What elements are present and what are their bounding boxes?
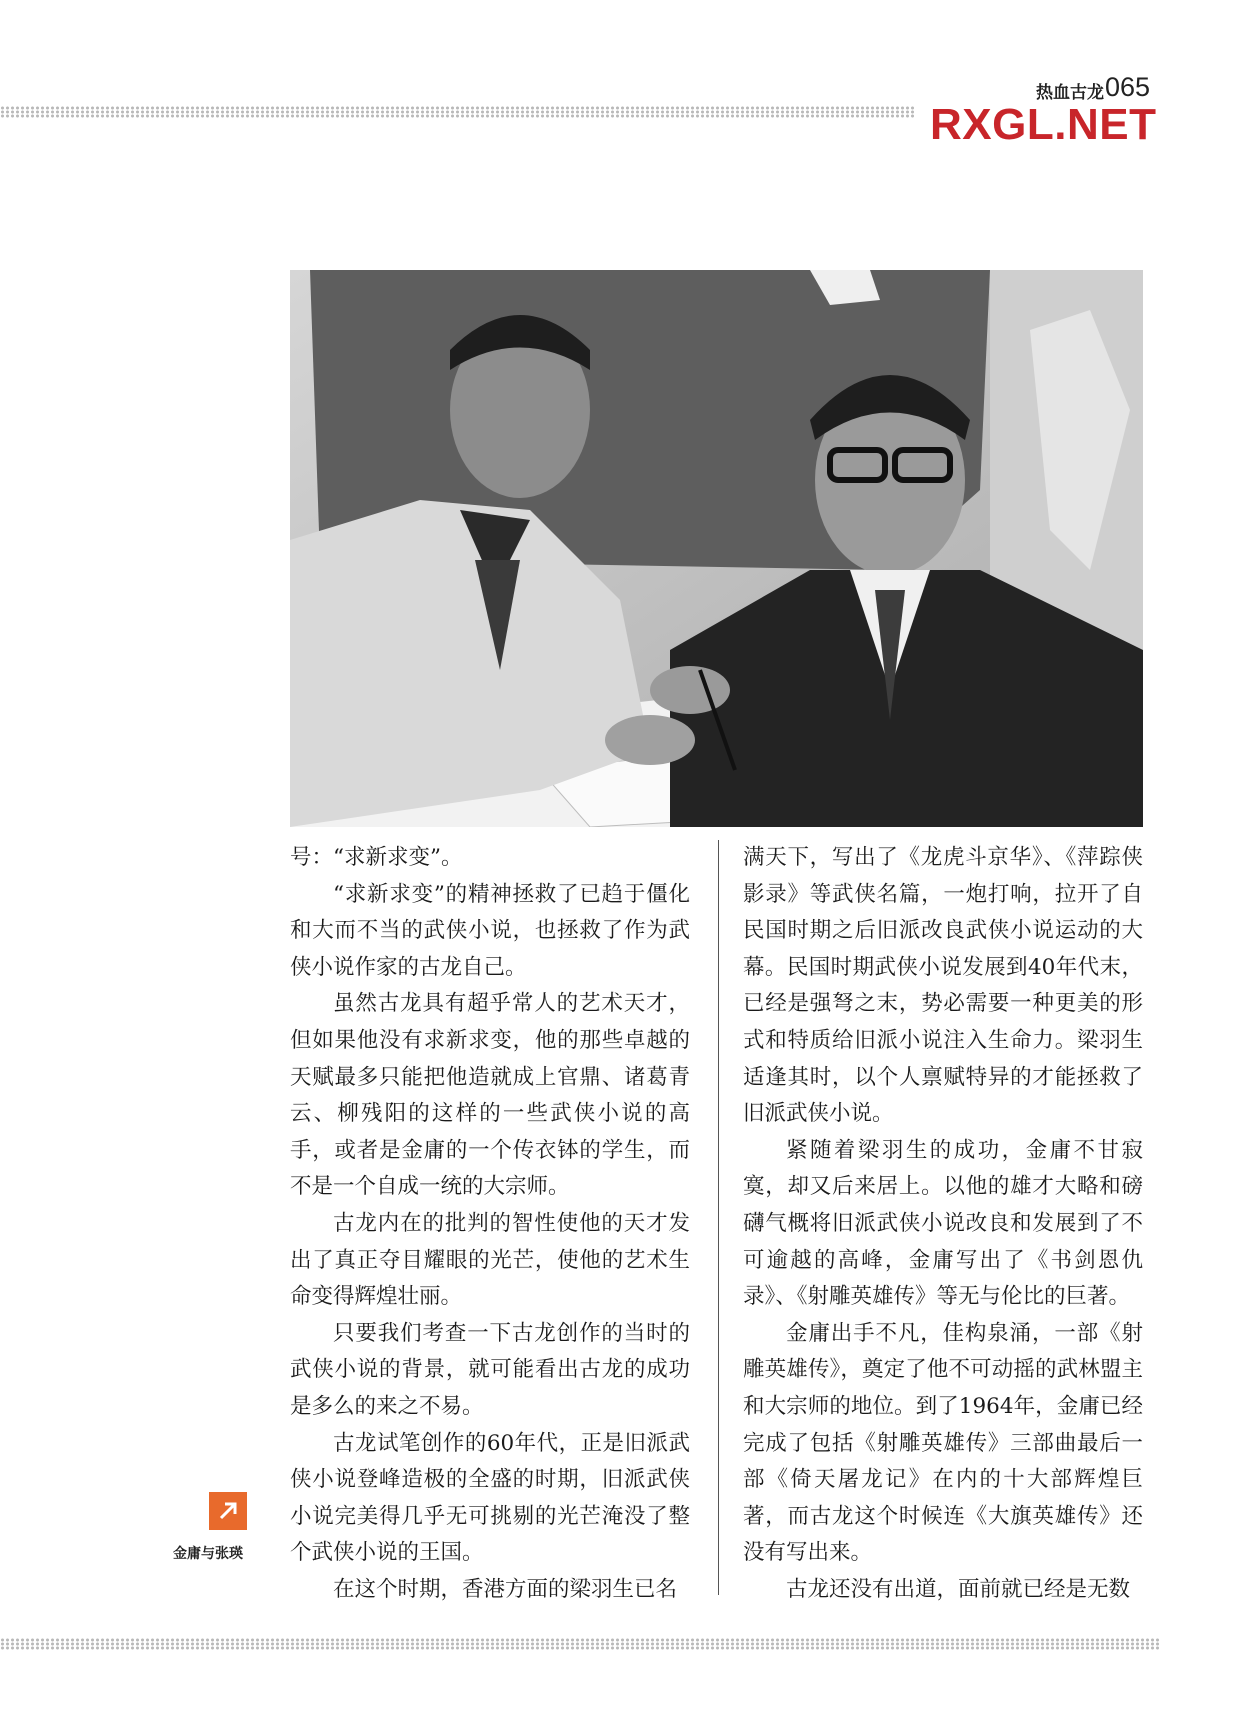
paragraph: 金庸出手不凡，佳构泉涌，一部《射雕英雄传》，奠定了他不可动摇的武林盟主和大宗师的地位。到了1964年，金庸已经完成了包括《射雕英雄传》三部曲最后一部《倚天屠龙记》在内的十大部辉煌巨著，而古龙这个时候连《大旗英雄传》还没有写出来。 (743, 1320, 1143, 1566)
paragraph: 虽然古龙具有超乎常人的艺术天才，但如果他没有求新求变，他的那些卓越的天赋最多只能把他造就成上官鼎、诸葛青云、柳残阳的这样的一些武侠小说的高手，或者是金庸的一个传衣钵的学生，而不是一个自成一统的大宗师。 (290, 991, 690, 1200)
black-and-white-photo (290, 270, 1143, 827)
caption-badge (209, 1492, 247, 1530)
paragraph: 只要我们考查一下古龙创作的当时的武侠小说的背景，就可能看出古龙的成功是多么的来之不易。 (290, 1320, 690, 1419)
paragraph: 在这个时期，香港方面的梁羽生已名 (333, 1576, 678, 1602)
running-title: 热血古龙 (1036, 83, 1104, 103)
left-text-column (290, 840, 690, 1608)
photo-icon (290, 270, 1143, 827)
right-text-column (743, 840, 1143, 1608)
bottom-dotted-rule (0, 1638, 1160, 1650)
arrow-up-right-icon (217, 1500, 239, 1522)
paragraph: 号：“求新求变”。 (290, 845, 463, 870)
site-logo: RXGL.NET (930, 100, 1157, 149)
paragraph: 古龙还没有出道，面前就已经是无数 (786, 1576, 1131, 1602)
paragraph: “求新求变”的精神拯救了已趋于僵化和大而不当的武侠小说，也拯救了作为武侠小说作家的古龙自己。 (290, 881, 690, 980)
paragraph: 满天下，写出了《龙虎斗京华》、《萍踪侠影录》等武侠名篇，一炮打响，拉开了自民国时期之后旧派改良武侠小说运动的大幕。民国时期武侠小说发展到40年代末，已经是强弩之末，势必需要一种更美的形式和特质给旧派小说注入生命力。梁羽生适逢其时，以个人禀赋特异的才能拯救了旧派武侠小说。 (743, 845, 1143, 1127)
paragraph: 紧随着梁羽生的成功，金庸不甘寂寞，却又后来居上。以他的雄才大略和磅礴气概将旧派武侠小说改良和发展到了不可逾越的高峰，金庸写出了《书剑恩仇录》、《射雕英雄传》等无与伦比的巨著。 (743, 1137, 1143, 1310)
page-number: 065 (1105, 72, 1151, 102)
photo-caption: 金庸与张瑛 (173, 1546, 243, 1562)
column-divider (718, 840, 719, 1595)
top-dotted-rule (0, 106, 915, 118)
paragraph: 古龙试笔创作的60年代，正是旧派武侠小说登峰造极的全盛的时期，旧派武侠小说完美得几乎无可挑剔的光芒淹没了整个武侠小说的王国。 (290, 1430, 690, 1566)
paragraph: 古龙内在的批判的智性使他的天才发出了真正夺目耀眼的光芒，使他的艺术生命变得辉煌壮丽。 (290, 1210, 690, 1310)
